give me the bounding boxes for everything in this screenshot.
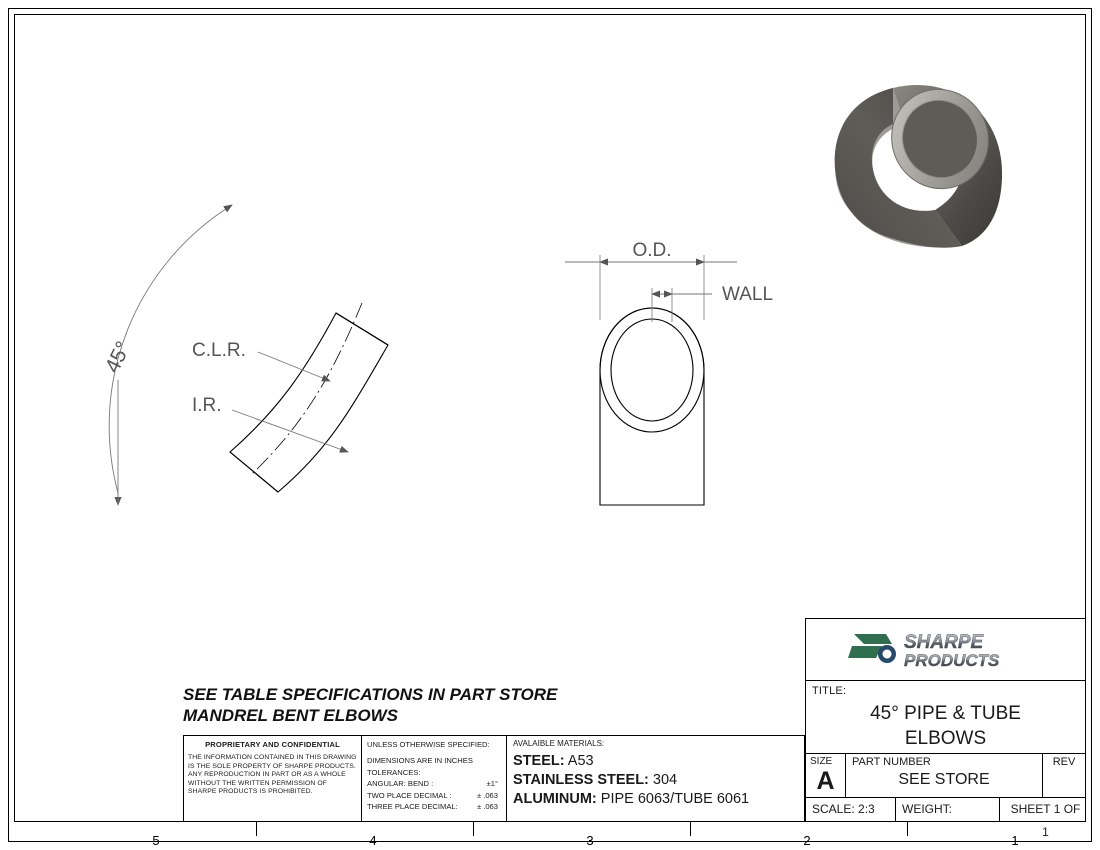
title-block-row-scale xyxy=(806,798,1085,839)
tolerances-cell xyxy=(362,736,507,821)
tolerance-value: ± .063 xyxy=(476,790,498,800)
material-row xyxy=(513,752,800,771)
rev-label: REV xyxy=(1052,756,1076,768)
title-value xyxy=(806,701,1085,751)
tolerance-label: THREE PLACE DECIMAL: xyxy=(367,802,458,812)
sheet-value: SHEET 1 OF 1 xyxy=(1010,802,1081,839)
part-number-cell xyxy=(846,754,1043,797)
proprietary-title: PROPRIETARY AND CONFIDENTIAL xyxy=(205,740,340,749)
material-name: ALUMINUM: xyxy=(513,791,597,807)
material-value: PIPE 6063/TUBE 6061 xyxy=(600,791,750,807)
od-label-text: O.D. xyxy=(632,240,672,261)
material-row xyxy=(513,790,800,809)
company-logo xyxy=(806,619,1085,681)
rev-cell xyxy=(1043,754,1085,797)
ir-label-text: I.R. xyxy=(192,395,222,416)
material-name: STAINLESS STEEL: xyxy=(513,772,649,788)
title-line-2: ELBOWS xyxy=(904,728,987,749)
size-cell xyxy=(806,754,846,797)
tolerance-row xyxy=(367,778,502,789)
zone-label-2: 2 xyxy=(803,833,811,848)
title-block xyxy=(805,618,1086,839)
clr-label-text: C.L.R. xyxy=(192,340,246,361)
material-row xyxy=(513,771,800,790)
proprietary-body: THE INFORMATION CONTAINED IN THIS DRAWING IS THE SOLE PROPERTY OF SHARPE PRODUCTS. ANY REPRODUCTION IN PART OR AS A WHOLE WITHOUT THE WRITTEN PERMISSION OF SHARPE PRODUCTS IS PROHIBITED. xyxy=(188,754,357,796)
svg-text:PRODUCTS: PRODUCTS xyxy=(903,650,999,670)
weight-value: WEIGHT: xyxy=(896,798,1000,821)
zone-label-4: 4 xyxy=(369,833,377,848)
unless-header: UNLESS OTHERWISE SPECIFIED: xyxy=(367,740,490,749)
notes-block xyxy=(183,684,803,726)
title-block-row-identification xyxy=(806,754,1085,798)
zone-tick xyxy=(690,822,691,836)
notes-line-1: SEE TABLE SPECIFICATIONS IN PART STORE xyxy=(183,685,558,704)
tolerance-label: ANGULAR: BEND : xyxy=(367,779,434,789)
tolerance-row xyxy=(367,790,502,801)
title-label: TITLE: xyxy=(812,685,847,697)
angle-label-text: 45° xyxy=(100,337,136,377)
materials-cell xyxy=(507,736,804,821)
zone-label-3: 3 xyxy=(586,833,594,848)
svg-text:SHARPE: SHARPE xyxy=(903,631,983,653)
tolerance-value: ± .063 xyxy=(476,802,498,812)
scale-value: SCALE: 2:3 xyxy=(806,798,896,821)
zone-label-1: 1 xyxy=(1011,833,1019,848)
tolerance-label: TWO PLACE DECIMAL : xyxy=(367,790,452,800)
material-value: 304 xyxy=(652,772,678,788)
sharpe-products-logo-icon xyxy=(846,624,1046,676)
tolerance-value: ±1° xyxy=(486,779,498,789)
specification-block xyxy=(183,735,805,822)
size-label: SIZE xyxy=(810,756,833,767)
tolerance-row xyxy=(367,801,502,812)
zone-tick xyxy=(256,822,257,836)
materials-header: AVALAIBLE MATERIALS: xyxy=(513,739,605,748)
part-number-label: PART NUMBER xyxy=(852,756,931,768)
zone-tick xyxy=(473,822,474,836)
part-number-value: SEE STORE xyxy=(898,771,990,788)
size-value: A xyxy=(816,767,835,795)
title-line-1: 45° PIPE & TUBE xyxy=(870,703,1021,724)
zone-label-5: 5 xyxy=(152,833,160,848)
notes-line-2: MANDREL BENT ELBOWS xyxy=(183,706,399,725)
wall-label-text: WALL xyxy=(722,284,774,305)
material-value: A53 xyxy=(567,753,594,769)
proprietary-cell xyxy=(184,736,362,821)
zone-tick xyxy=(907,822,908,836)
material-name: STEEL: xyxy=(513,753,565,769)
dimensions-note: DIMENSIONS ARE IN INCHES xyxy=(367,756,473,766)
title-cell xyxy=(806,681,1085,754)
tolerances-header: TOLERANCES: xyxy=(367,767,421,777)
